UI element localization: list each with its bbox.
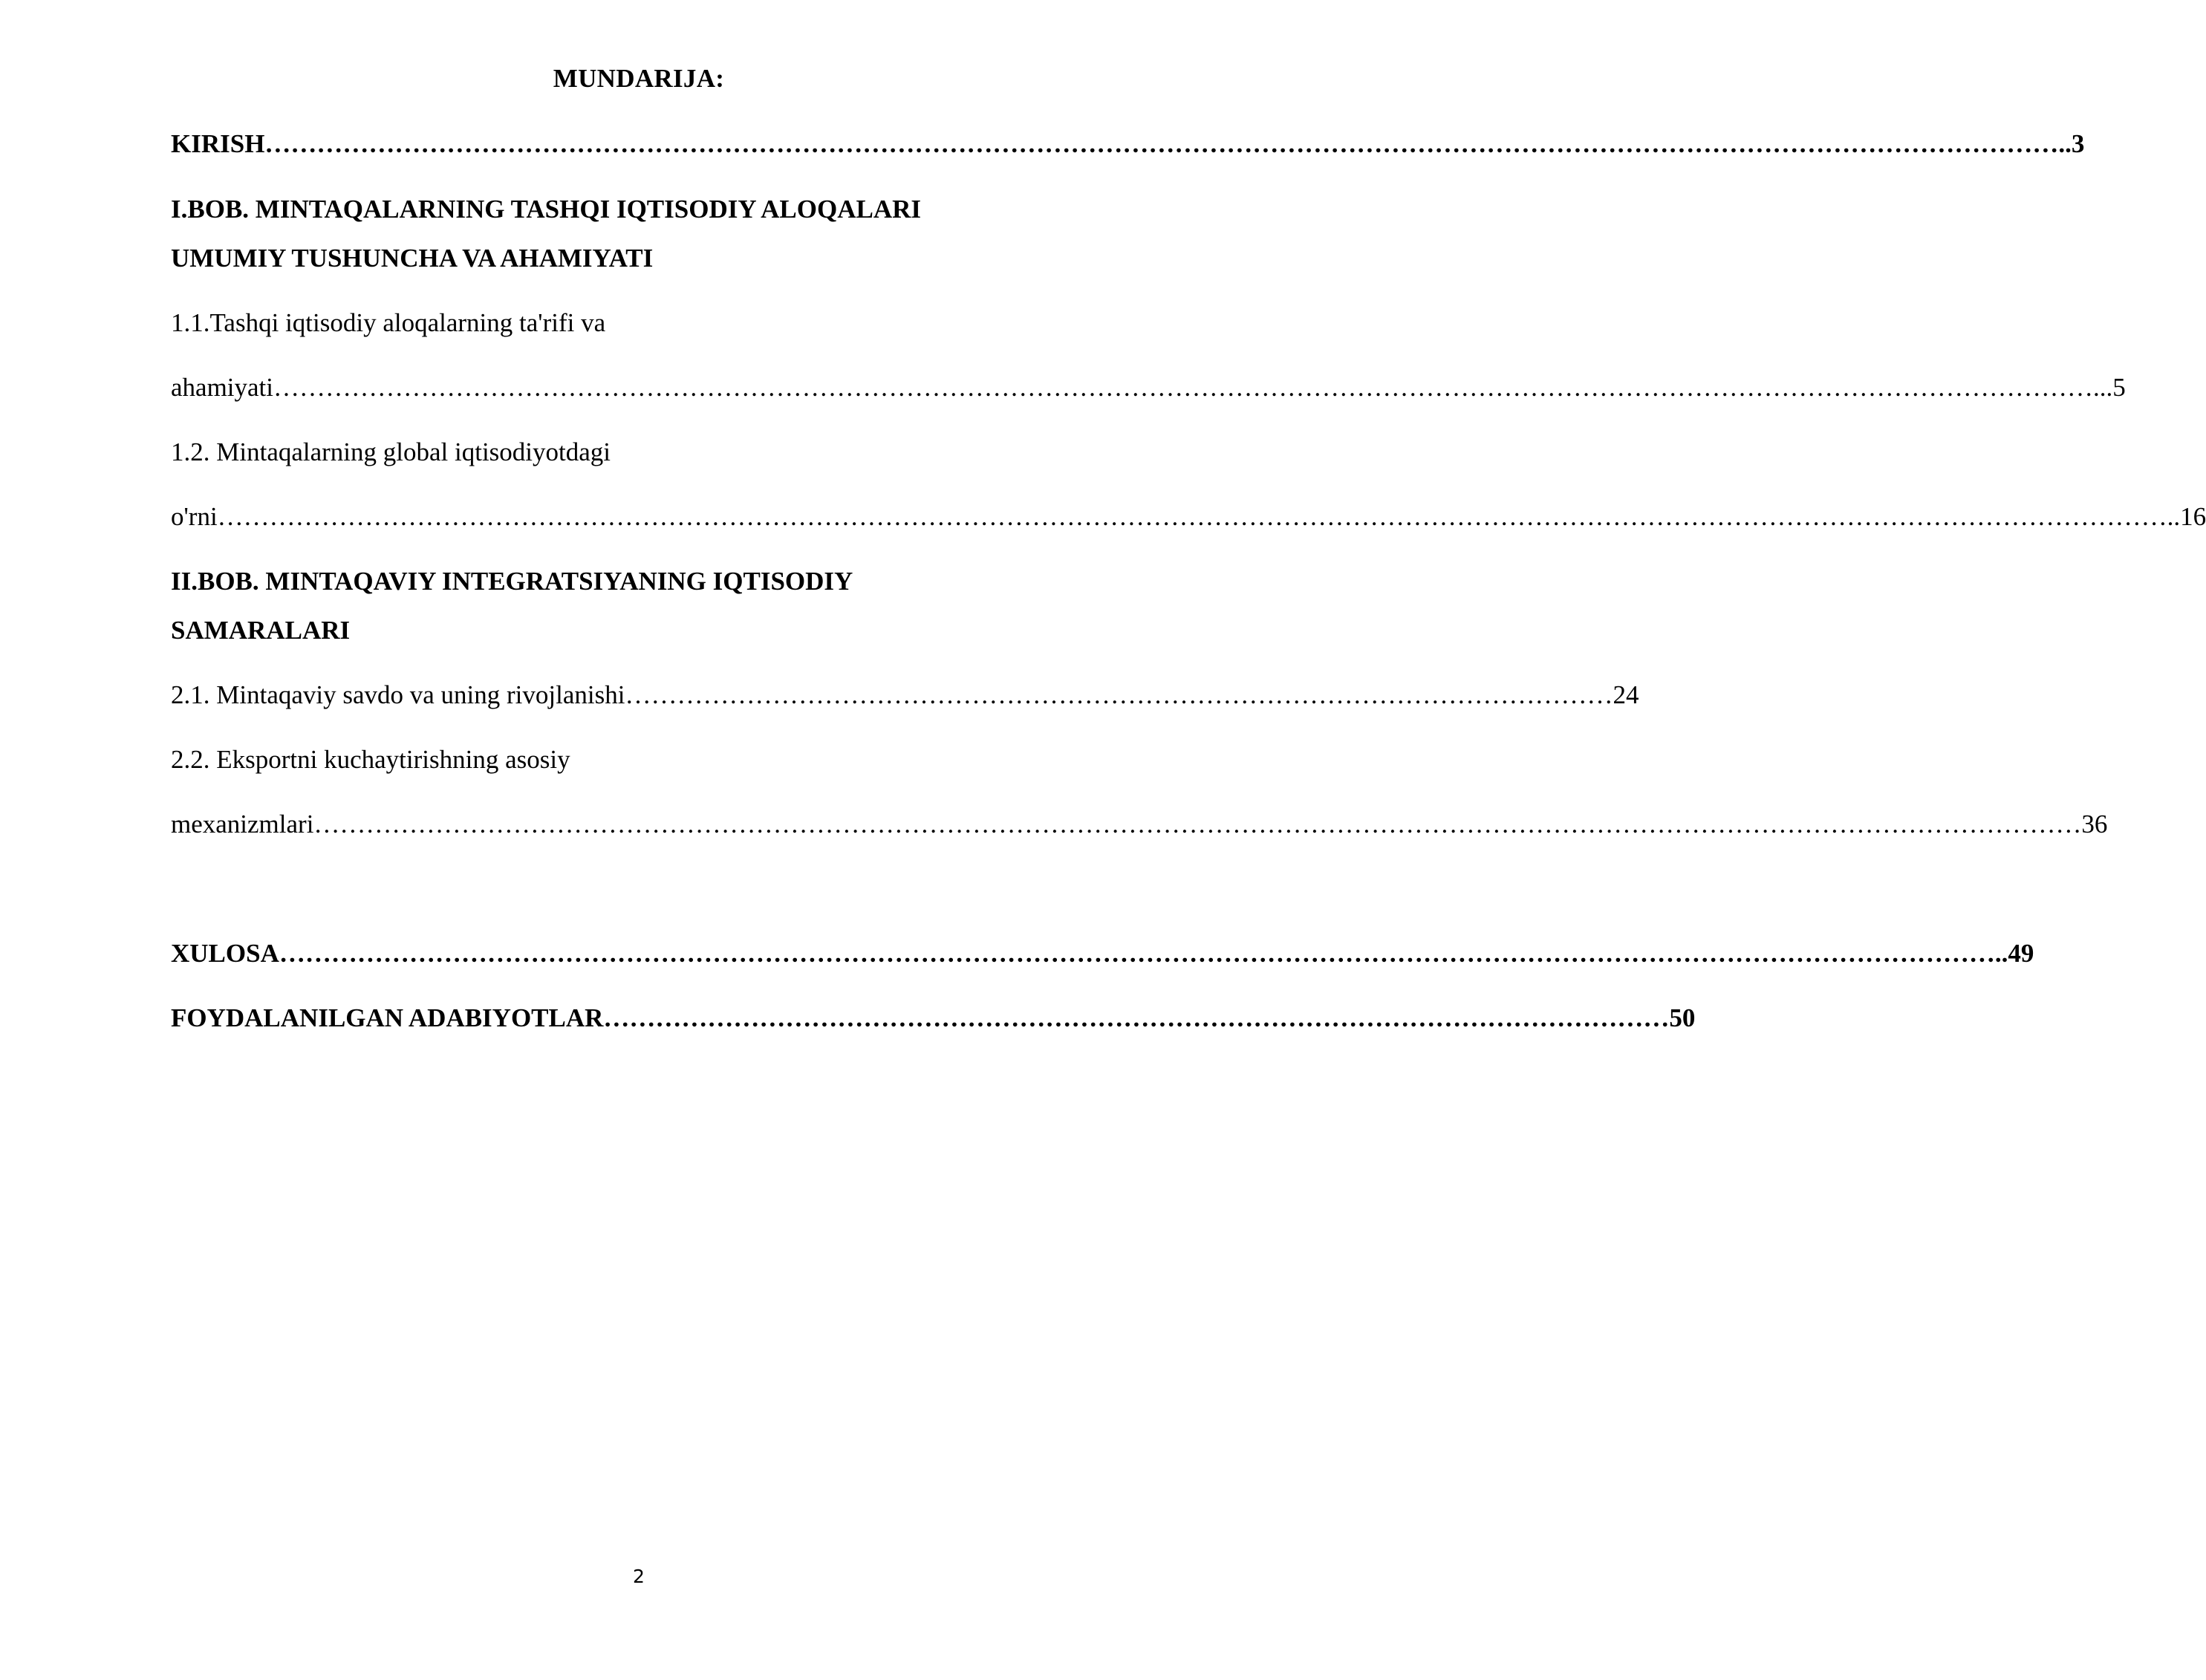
- toc-entry-xulosa: XULOSA………………………………………………………………………………………………………………………………………………………………………………..49: [171, 939, 2034, 968]
- toc-section-1-2-line2: o'rni………………………………………………………………………………………………………………………………………………………………………………………………………..16: [171, 502, 2206, 531]
- toc-chapter-1-title-line2: UMUMIY TUSHUNCHA VA AHAMIYATI: [171, 244, 654, 273]
- toc-section-2-2-line2: mexanizmlari……………………………………………………………………………………………………………………………………………………………………………………36: [171, 810, 2108, 839]
- toc-chapter-1-title-line1: I.BOB. MINTAQALARNING TASHQI IQTISODIY ALOQALARI: [171, 195, 922, 224]
- toc-entry-adabiyotlar: FOYDALANILGAN ADABIYOTLAR……………………………………………………………………………………………………………50: [171, 1003, 1696, 1032]
- toc-entry-kirish: KIRISH………………………………………………………………………………………………………………………………………………………………………………………..3: [171, 129, 2085, 158]
- toc-section-1-1-line1: 1.1.Tashqi iqtisodiy aloqalarning ta'rifi va: [171, 308, 606, 337]
- toc-chapter-2-title-line1: II.BOB. MINTAQAVIY INTEGRATSIYANING IQTISODIY: [171, 567, 853, 596]
- page-title: MUNDARIJA:: [553, 64, 725, 93]
- toc-section-2-2-line1: 2.2. Eksportni kuchaytirishning asosiy: [171, 745, 570, 774]
- toc-section-1-1-line2: ahamiyati…………………………………………………………………………………………………………………………………………………………………………………………...5: [171, 373, 2126, 402]
- toc-section-1-2-line1: 1.2. Mintaqalarning global iqtisodiyotdagi: [171, 437, 611, 466]
- toc-section-2-1: 2.1. Mintaqaviy savdo va uning rivojlanishi……………………………………………………………………………………………………24: [171, 680, 1639, 709]
- page-number: 2: [633, 1566, 645, 1587]
- toc-chapter-2-title-line2: SAMARALARI: [171, 616, 351, 645]
